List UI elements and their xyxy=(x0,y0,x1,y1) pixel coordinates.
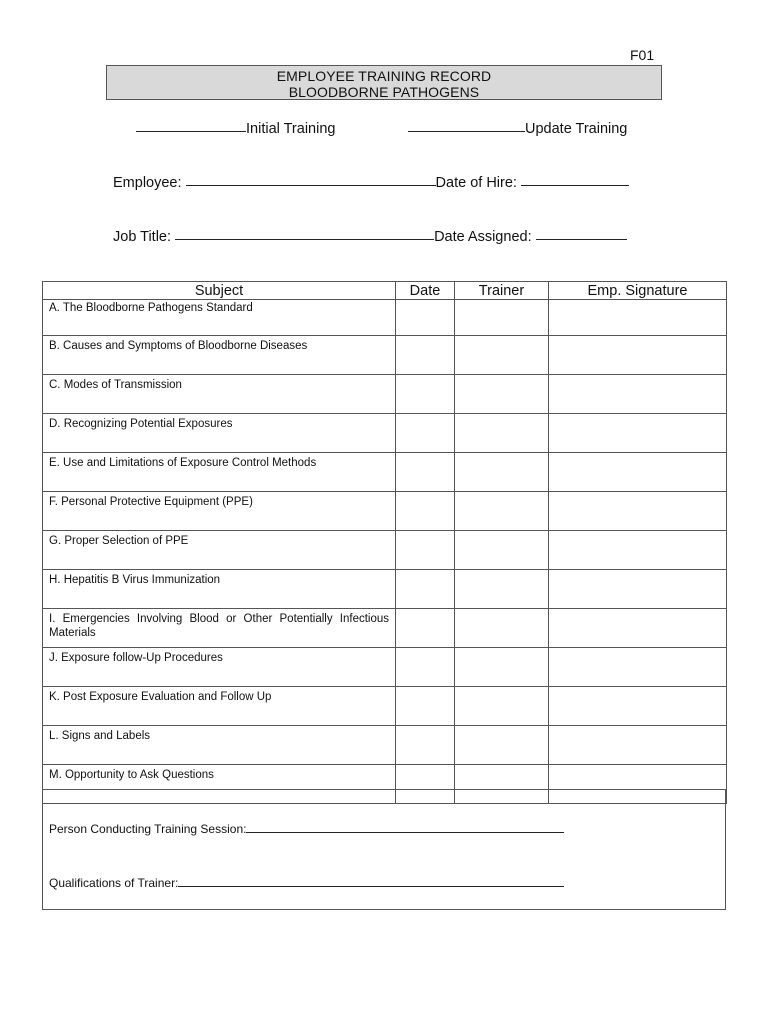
table-row xyxy=(43,726,727,765)
job-title-field[interactable] xyxy=(113,229,627,245)
signature-cell[interactable] xyxy=(549,648,727,687)
qualifications-field[interactable] xyxy=(49,876,564,890)
table-header-row xyxy=(43,282,727,300)
subject-cell: H. Hepatitis B Virus Immunization xyxy=(43,570,396,609)
date-cell[interactable] xyxy=(396,375,455,414)
qualifications-label: Qualifications of Trainer: xyxy=(49,876,179,890)
trainer-cell[interactable] xyxy=(455,570,549,609)
date-cell[interactable] xyxy=(396,300,455,336)
table-row xyxy=(43,414,727,453)
trainer-cell[interactable] xyxy=(455,648,549,687)
table-row xyxy=(43,492,727,531)
date-of-hire-label: Date of Hire: xyxy=(435,175,517,191)
subject-cell: L. Signs and Labels xyxy=(43,726,396,765)
subject-cell: A. The Bloodborne Pathogens Standard xyxy=(43,300,396,336)
form-title-box xyxy=(106,65,662,100)
subject-cell: D. Recognizing Potential Exposures xyxy=(43,414,396,453)
initial-training-label: Initial Training xyxy=(246,121,336,137)
subject-cell: B. Causes and Symptoms of Bloodborne Diseases xyxy=(43,336,396,375)
trainer-cell[interactable] xyxy=(455,726,549,765)
table-row xyxy=(43,609,727,648)
update-training-field[interactable] xyxy=(408,121,627,137)
date-cell[interactable] xyxy=(396,609,455,648)
trainer-cell[interactable] xyxy=(455,531,549,570)
form-code: F01 xyxy=(630,47,655,63)
date-of-hire-blank[interactable] xyxy=(521,184,629,186)
signature-cell[interactable] xyxy=(549,609,727,648)
employee-blank[interactable] xyxy=(186,184,436,186)
table-row xyxy=(43,300,727,336)
signature-cell[interactable] xyxy=(549,726,727,765)
job-title-blank[interactable] xyxy=(175,238,434,240)
qualifications-blank[interactable] xyxy=(178,885,564,887)
form-title-line1: EMPLOYEE TRAINING RECORD xyxy=(276,68,492,84)
signature-cell[interactable] xyxy=(549,453,727,492)
table-row xyxy=(43,531,727,570)
header-trainer: Trainer xyxy=(455,282,549,300)
trainer-cell[interactable] xyxy=(455,336,549,375)
table-row xyxy=(43,375,727,414)
person-conducting-field[interactable] xyxy=(49,822,564,836)
date-assigned-label: Date Assigned: xyxy=(434,229,532,245)
date-cell[interactable] xyxy=(396,687,455,726)
subject-cell: F. Personal Protective Equipment (PPE) xyxy=(43,492,396,531)
date-cell[interactable] xyxy=(396,414,455,453)
employee-field[interactable] xyxy=(113,175,629,191)
header-emp-signature: Emp. Signature xyxy=(549,282,727,300)
date-cell[interactable] xyxy=(396,726,455,765)
trainer-info-box xyxy=(42,789,726,910)
trainer-cell[interactable] xyxy=(455,300,549,336)
trainer-cell[interactable] xyxy=(455,414,549,453)
update-training-blank[interactable] xyxy=(408,130,525,132)
date-cell[interactable] xyxy=(396,453,455,492)
update-training-label: Update Training xyxy=(525,121,628,137)
subject-cell: J. Exposure follow-Up Procedures xyxy=(43,648,396,687)
subject-cell: I. Emergencies Involving Blood or Other Potentially Infectious Materials xyxy=(43,609,396,648)
subject-cell: M. Opportunity to Ask Questions xyxy=(43,765,396,804)
signature-cell[interactable] xyxy=(549,300,727,336)
table-row xyxy=(43,570,727,609)
signature-cell[interactable] xyxy=(549,414,727,453)
training-subjects-table xyxy=(42,281,727,804)
date-cell[interactable] xyxy=(396,336,455,375)
subject-cell: E. Use and Limitations of Exposure Control Methods xyxy=(43,453,396,492)
table-row xyxy=(43,336,727,375)
signature-cell[interactable] xyxy=(549,687,727,726)
signature-cell[interactable] xyxy=(549,336,727,375)
initial-training-blank[interactable] xyxy=(136,130,246,132)
subject-cell: C. Modes of Transmission xyxy=(43,375,396,414)
person-conducting-blank[interactable] xyxy=(246,831,564,833)
date-cell[interactable] xyxy=(396,570,455,609)
signature-cell[interactable] xyxy=(549,570,727,609)
trainer-cell[interactable] xyxy=(455,609,549,648)
header-subject: Subject xyxy=(43,282,396,300)
date-cell[interactable] xyxy=(396,492,455,531)
form-title-line2: BLOODBORNE PATHOGENS xyxy=(288,84,480,100)
trainer-cell[interactable] xyxy=(455,687,549,726)
subject-cell: K. Post Exposure Evaluation and Follow Up xyxy=(43,687,396,726)
table-row xyxy=(43,687,727,726)
header-date: Date xyxy=(396,282,455,300)
table-row xyxy=(43,648,727,687)
signature-cell[interactable] xyxy=(549,531,727,570)
trainer-cell[interactable] xyxy=(455,375,549,414)
date-assigned-blank[interactable] xyxy=(536,238,627,240)
trainer-cell[interactable] xyxy=(455,492,549,531)
person-conducting-label: Person Conducting Training Session: xyxy=(49,822,247,836)
signature-cell[interactable] xyxy=(549,375,727,414)
employee-label: Employee: xyxy=(113,175,182,191)
table-row xyxy=(43,453,727,492)
signature-cell[interactable] xyxy=(549,492,727,531)
initial-training-field[interactable] xyxy=(136,121,335,137)
date-cell[interactable] xyxy=(396,648,455,687)
subject-cell: G. Proper Selection of PPE xyxy=(43,531,396,570)
date-cell[interactable] xyxy=(396,531,455,570)
job-title-label: Job Title: xyxy=(113,229,172,245)
trainer-cell[interactable] xyxy=(455,453,549,492)
